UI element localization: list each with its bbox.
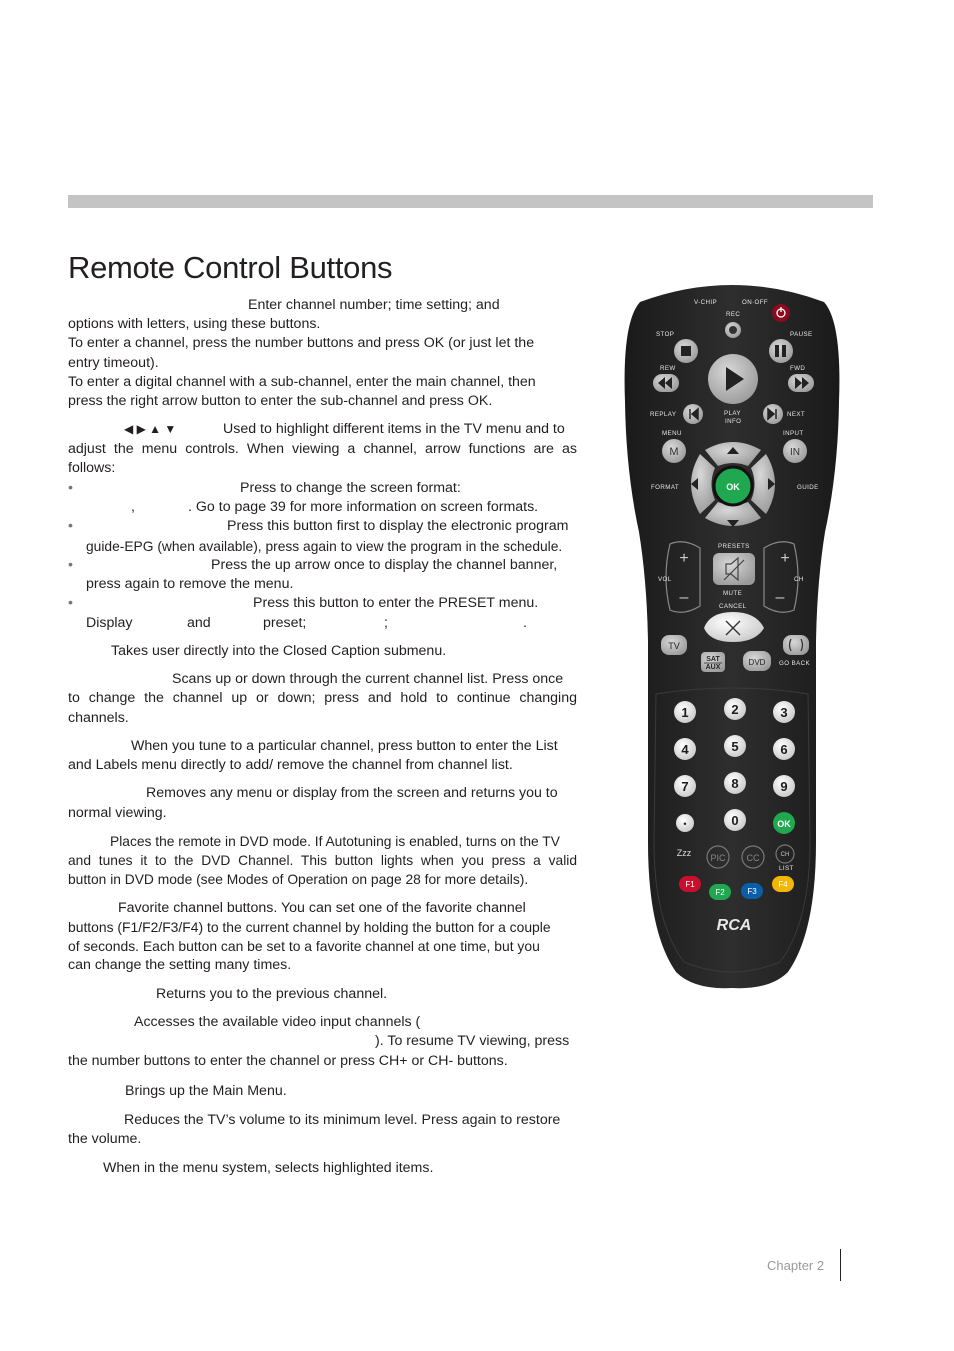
rca-logo: RCA — [716, 917, 752, 934]
bullet-marker: • — [68, 557, 73, 573]
ok-desc: When in the menu system, selects highlighted items. — [103, 1160, 434, 1176]
play-label: PLAY — [724, 410, 741, 417]
bullet-line: Display — [86, 615, 133, 631]
format-label: FORMAT — [651, 484, 680, 491]
rec-label: REC — [726, 311, 741, 318]
p2-line: adjust the menu controls. When viewing a channel, arrow functions are as — [68, 441, 577, 457]
vol-label: VOL — [658, 576, 672, 583]
ch-up-icon: + — [780, 550, 790, 567]
bullet-line: guide-EPG (when available), press again to view the program in the schedule. — [86, 539, 563, 554]
digit-3: 3 — [780, 705, 788, 720]
onoff-label: ON·OFF — [742, 299, 769, 306]
ch-label: CH — [794, 576, 804, 583]
cancel-line: normal viewing. — [68, 805, 167, 821]
aux-key: AUX — [705, 664, 721, 671]
header-rule — [68, 195, 873, 208]
digit-2: 2 — [731, 702, 739, 717]
chlist-key: CH — [780, 852, 790, 858]
fav-line: Favorite channel buttons. You can set one of the favorite channel — [118, 900, 526, 916]
bullet-line: Press the up arrow once to display the channel banner, — [211, 557, 558, 573]
ok-pad-key: OK — [777, 819, 791, 829]
bullet-marker: • — [68, 518, 73, 534]
fav-line: of seconds. Each button can be set to a favorite channel at one time, but you — [68, 938, 540, 954]
arrow-glyphs: ◀ ▶ ▲ ▼ — [124, 422, 177, 436]
p2-line: Used to highlight different items in the TV menu and to — [223, 421, 565, 437]
page-title: Remote Control Buttons — [68, 250, 393, 285]
power-button — [772, 304, 790, 322]
bullet-line: press again to remove the menu. — [86, 576, 294, 592]
ch-line: to change the channel up or down; press and hold to continue changing — [68, 690, 577, 706]
ok-key: OK — [726, 482, 740, 492]
dvd-line: Places the remote in DVD mode. If Autotuning is enabled, turns on the TV — [110, 834, 560, 849]
input-line: the number buttons to enter the channel or press CH+ or CH- buttons. — [68, 1053, 508, 1069]
ch-down-icon: – — [775, 589, 785, 606]
fwd-label: FWD — [790, 365, 806, 372]
bullet-line: . Go to page 39 for more information on screen formats. — [188, 499, 539, 515]
input-label: INPUT — [783, 430, 804, 437]
fav-line: buttons (F1/F2/F3/F4) to the current channel by holding the button for a couple — [68, 919, 551, 935]
cancel-label: CANCEL — [719, 603, 747, 610]
stop-label: STOP — [656, 331, 675, 338]
f3-key: F3 — [747, 887, 757, 896]
replay-label: REPLAY — [650, 411, 677, 418]
goback-desc: Returns you to the previous channel. — [156, 986, 388, 1002]
bullet-line: Press this button to enter the PRESET menu. — [253, 595, 539, 611]
fav-line: can change the setting many times. — [68, 957, 292, 973]
digit-4: 4 — [681, 742, 689, 757]
mute-button — [713, 553, 755, 585]
chlist-line: When you tune to a particular channel, press button to enter the List — [131, 738, 558, 754]
input-line: ). To resume TV viewing, press — [375, 1033, 570, 1049]
cc-key: CC — [746, 853, 760, 863]
stop-icon — [681, 346, 691, 356]
input-line: Accesses the available video input channels ( — [134, 1014, 421, 1030]
tv-key: TV — [668, 641, 680, 651]
sat-key: SAT — [706, 656, 720, 663]
cancel-line: Removes any menu or display from the screen and returns you to — [146, 785, 558, 801]
mute-label: MUTE — [723, 590, 743, 597]
dvd-line: and tunes it to the DVD Channel. This button lights when you press a valid — [68, 853, 577, 868]
pic-key: PIC — [710, 853, 726, 863]
bullet-marker: • — [68, 480, 73, 496]
vchip-label: V-CHIP — [694, 299, 718, 306]
menu-label: MENU — [662, 430, 682, 437]
p1-line: Enter channel number; time setting; and — [248, 297, 500, 313]
digit-9: 9 — [780, 779, 788, 794]
guide-label: GUIDE — [797, 484, 819, 491]
p1-line: options with letters, using these buttons. — [68, 316, 321, 332]
rec-icon — [729, 326, 737, 334]
p2-line: follows: — [68, 460, 116, 476]
bullet-line: Press this button first to display the electronic program — [227, 518, 569, 534]
digit-0: 0 — [731, 813, 739, 828]
mute-line: Reduces the TV’s volume to its minimum level. Press again to restore — [124, 1112, 561, 1128]
p1-line: press the right arrow button to enter the sub-channel and press OK. — [68, 393, 493, 409]
footer-chapter: Chapter 2 — [767, 1258, 825, 1273]
f2-key: F2 — [715, 888, 725, 897]
p1-line: To enter a channel, press the number buttons and press OK (or just let the — [68, 335, 535, 351]
input-key: IN — [790, 447, 800, 458]
pause-label: PAUSE — [790, 331, 813, 338]
vol-up-icon: + — [679, 550, 689, 567]
p1-line: To enter a digital channel with a sub-channel, enter the main channel, then — [68, 374, 536, 390]
pause-button — [769, 339, 793, 363]
bullet-marker: • — [68, 595, 73, 611]
vol-down-icon: – — [679, 589, 689, 606]
bullet-line: Press to change the screen format: — [240, 480, 461, 496]
digit-5: 5 — [731, 739, 739, 754]
footer-rule — [840, 1249, 841, 1281]
bullet-line: ; — [384, 615, 388, 631]
next-label: NEXT — [787, 411, 806, 418]
bullet-line: and — [187, 615, 211, 631]
sleep-key: Zzz — [676, 848, 692, 858]
mute-line: the volume. — [68, 1131, 142, 1147]
dot-key: • — [683, 819, 687, 829]
f1-key: F1 — [685, 880, 695, 889]
remote-svg — [620, 282, 844, 990]
p1-line: entry timeout). — [68, 355, 159, 371]
presets-label: PRESETS — [718, 543, 750, 550]
cc-desc: Takes user directly into the Closed Caption submenu. — [111, 643, 447, 659]
digit-6: 6 — [780, 742, 788, 757]
bullet-line: preset; — [263, 615, 307, 631]
digit-8: 8 — [731, 776, 739, 791]
menu-desc: Brings up the Main Menu. — [125, 1083, 287, 1099]
f4-key: F4 — [778, 880, 788, 889]
bullet-line: , — [131, 499, 135, 515]
menu-key: M — [669, 446, 679, 458]
dvd-key: DVD — [748, 658, 766, 667]
digit-1: 1 — [681, 705, 689, 720]
dvd-line: button in DVD mode (see Modes of Operation on page 28 for more details). — [68, 872, 529, 887]
remote-illustration — [620, 282, 844, 995]
pause-icon — [775, 345, 779, 357]
ch-line: Scans up or down through the current channel list. Press once — [172, 671, 564, 687]
bullet-line: . — [523, 615, 527, 631]
goback-label: GO BACK — [779, 660, 810, 667]
chlist-line: and Labels menu directly to add/ remove the channel from channel list. — [68, 757, 513, 773]
rew-label: REW — [660, 365, 676, 372]
info-label: INFO — [725, 418, 742, 425]
goback-button — [783, 635, 809, 655]
list-label: LIST — [779, 865, 794, 872]
digit-7: 7 — [681, 779, 689, 794]
ch-line: channels. — [68, 710, 129, 726]
